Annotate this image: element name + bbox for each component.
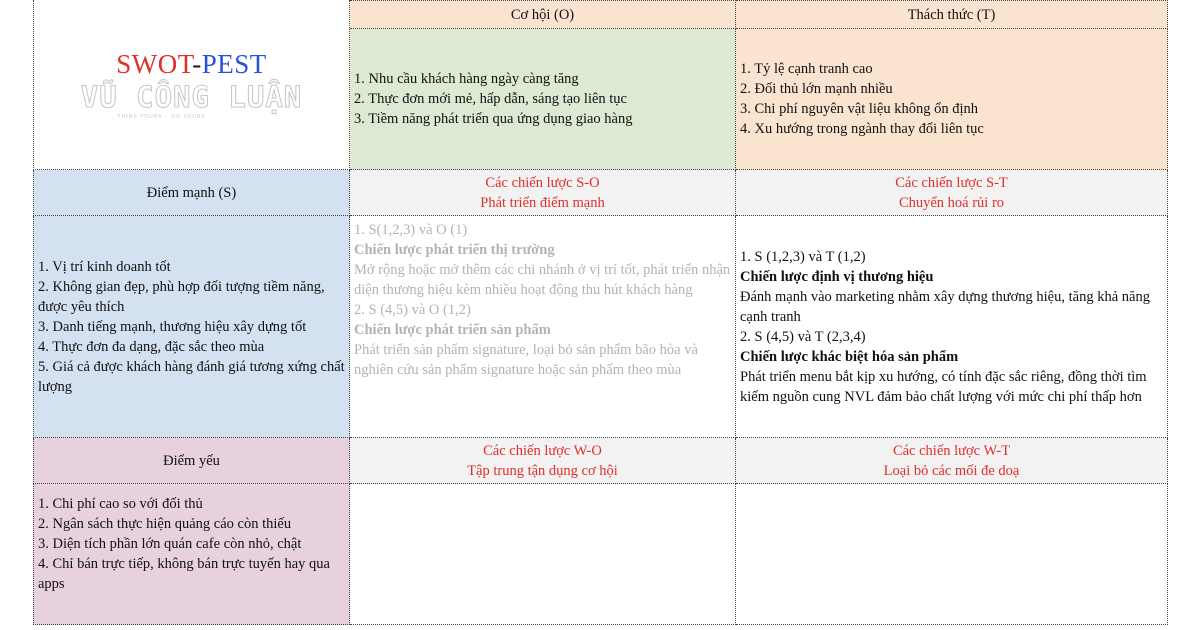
header-threats-label: Thách thức (T): [907, 6, 996, 23]
wt-strategies: [736, 484, 1168, 625]
wo-strategy-header: [350, 438, 736, 484]
logo-tagline: THINK YOURS – DO YOURS: [117, 114, 206, 120]
st-subtitle: Chuyển hoá rủi ro: [898, 194, 1005, 211]
st-desc-2: Phát triển menu bắt kịp xu hướng, có tính đặc sắc riêng, đồng thời tìm kiếm nguồn cung NVL đảm bảo chất lượng với mức chi phí thấp hơn: [740, 368, 1147, 405]
list-item: 1. Tỷ lệ cạnh tranh cao: [740, 61, 873, 77]
logo-name: VŨ CÔNG LUẬN: [80, 80, 303, 114]
so-title: Các chiến lược S-O: [485, 174, 600, 191]
wo-strategies: [350, 484, 736, 625]
st-strategy-1: Chiến lược định vị thương hiệu: [740, 268, 934, 285]
list-item: 3. Chi phí nguyên vật liệu không ổn định: [740, 101, 979, 117]
so-desc-2: Phát triển sản phẩm signature, loại bỏ sản phẩm bão hòa và nghiên cứu sản phẩm signature hoặc sản phẩm theo mùa: [354, 342, 698, 378]
so-strategy-2: Chiến lược phát triển sản phẩm: [354, 322, 551, 338]
st-title: Các chiến lược S-T: [895, 174, 1008, 191]
wt-strategy-header: [736, 438, 1168, 484]
list-item: 5. Giá cả được khách hàng đánh giá tương xứng chất lượng: [38, 358, 345, 395]
opportunities-list: [350, 29, 736, 170]
list-item: 1. Nhu cầu khách hàng ngày càng tăng: [354, 71, 579, 87]
logo-dash: -: [192, 49, 202, 79]
list-item: 1. Chi phí cao so với đối thủ: [38, 496, 203, 512]
so-ref-2: 2. S (4,5) và O (1,2): [354, 302, 471, 318]
st-strategies: [736, 216, 1168, 438]
wt-title: Các chiến lược W-T: [892, 442, 1011, 459]
list-item: 4. Chỉ bán trực tiếp, không bán trực tuyến hay qua apps: [38, 556, 330, 592]
wo-subtitle: Tập trung tận dụng cơ hội: [467, 462, 618, 479]
strengths-list: [33, 216, 350, 438]
header-strengths-label: Điểm mạnh (S): [146, 184, 237, 201]
logo-title: [116, 48, 267, 80]
weaknesses-list: [33, 484, 350, 625]
list-item: 3. Danh tiếng mạnh, thương hiệu xây dựng tốt: [38, 318, 307, 335]
st-desc-1: Đánh mạnh vào marketing nhằm xây dựng thương hiệu, tăng khả năng cạnh tranh: [740, 288, 1150, 325]
so-strategies: [350, 216, 736, 438]
so-ref-1: 1. S(1,2,3) và O (1): [354, 222, 468, 238]
header-strengths: [33, 170, 350, 216]
so-subtitle: Phát triển điểm mạnh: [480, 194, 605, 211]
list-item: 2. Không gian đẹp, phù hợp đối tượng tiềm năng, được yêu thích: [38, 278, 325, 315]
list-item: 2. Thực đơn mới mẻ, hấp dẫn, sáng tạo liên tục: [354, 91, 627, 107]
header-weaknesses: [33, 438, 350, 484]
list-item: 3. Diện tích phần lớn quán cafe còn nhỏ, chật: [38, 536, 302, 552]
list-item: 2. Đối thủ lớn mạnh nhiều: [740, 81, 893, 97]
so-desc-1: Mở rộng hoặc mở thêm các chi nhánh ở vị trí tốt, phát triển nhận diện thương hiệu kèm nhiều hoạt động thu hút khách hàng: [354, 262, 731, 298]
list-item: 1. Vị trí kinh doanh tốt: [38, 258, 171, 275]
list-item: 3. Tiềm năng phát triển qua ứng dụng giao hàng: [354, 111, 633, 127]
st-strategy-header: [736, 170, 1168, 216]
header-weaknesses-label: Điểm yếu: [163, 452, 220, 469]
st-ref-1: 1. S (1,2,3) và T (1,2): [740, 248, 866, 265]
wt-subtitle: Loại bỏ các mối đe doạ: [883, 462, 1020, 479]
st-ref-2: 2. S (4,5) và T (2,3,4): [740, 328, 866, 345]
logo-cell: [33, 0, 350, 170]
header-opportunities-label: Cơ hội (O): [510, 6, 575, 23]
header-threats: [736, 0, 1168, 29]
list-item: 4. Xu hướng trong ngành thay đổi liên tục: [740, 121, 984, 137]
logo: [38, 0, 345, 169]
list-item: 4. Thực đơn đa dạng, đặc sắc theo mùa: [38, 338, 265, 355]
header-opportunities: [350, 0, 736, 29]
wo-title: Các chiến lược W-O: [483, 442, 602, 459]
st-strategy-2: Chiến lược khác biệt hóa sản phẩm: [740, 348, 959, 365]
logo-swot: SWOT: [116, 49, 193, 79]
so-strategy-1: Chiến lược phát triển thị trường: [354, 242, 555, 258]
so-strategy-header: [350, 170, 736, 216]
logo-pest: PEST: [201, 49, 267, 79]
threats-list: [736, 29, 1168, 170]
list-item: 2. Ngân sách thực hiện quảng cáo còn thiếu: [38, 516, 292, 532]
